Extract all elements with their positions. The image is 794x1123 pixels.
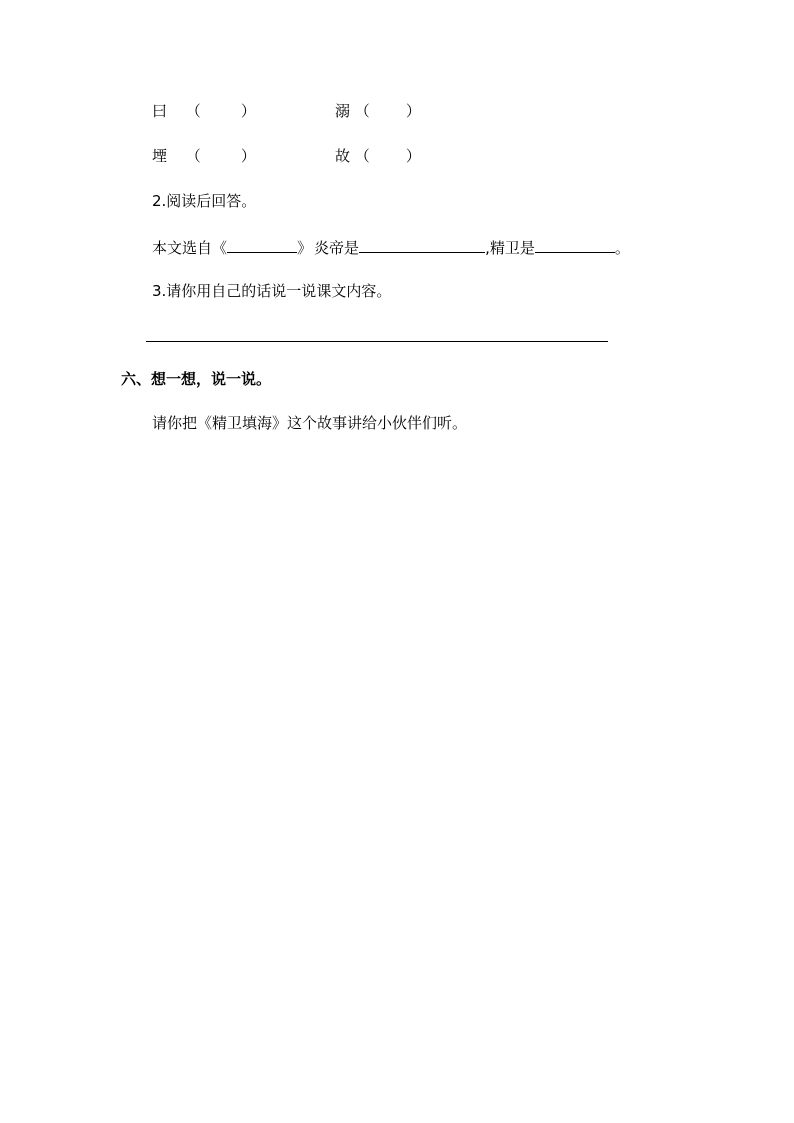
book-title-mark-close: 》 <box>297 239 313 257</box>
book-title-mark-open: 《 <box>212 239 228 257</box>
char-item <box>335 101 421 121</box>
answer-parens[interactable]: （ ） <box>185 102 256 120</box>
pinyin-row-2 <box>0 146 794 166</box>
char-item <box>335 146 421 166</box>
char-label: 曰 <box>152 102 168 120</box>
answer-line[interactable] <box>146 341 608 342</box>
yandi-blank[interactable] <box>359 236 485 253</box>
section-6-heading: 六、想一想，说一说。 <box>121 370 272 388</box>
jingwei-blank[interactable] <box>535 236 615 253</box>
answer-parens[interactable]: （ ） <box>354 102 421 120</box>
pinyin-row-1 <box>0 101 794 121</box>
fill-text-3: ,精卫是 <box>485 239 535 257</box>
char-label: 堙 <box>152 147 168 165</box>
fill-text-4: 。 <box>614 239 630 257</box>
question-2-title: 2.阅读后回答。 <box>152 192 257 210</box>
char-label: 故 <box>335 147 351 165</box>
fill-text-1: 本文选自 <box>152 239 213 257</box>
answer-parens[interactable]: （ ） <box>354 147 421 165</box>
char-item <box>152 101 256 121</box>
question-3-title: 3.请你用自己的话说一说课文内容。 <box>152 282 392 300</box>
fill-text-2: 炎帝是 <box>314 239 360 257</box>
char-item <box>152 146 256 166</box>
source-blank[interactable] <box>227 236 297 253</box>
question-2-fill <box>152 236 630 258</box>
section-6-body: 请你把《精卫填海》这个故事讲给小伙伴们听。 <box>152 414 468 432</box>
answer-parens[interactable]: （ ） <box>185 147 256 165</box>
char-label: 溺 <box>335 102 351 120</box>
